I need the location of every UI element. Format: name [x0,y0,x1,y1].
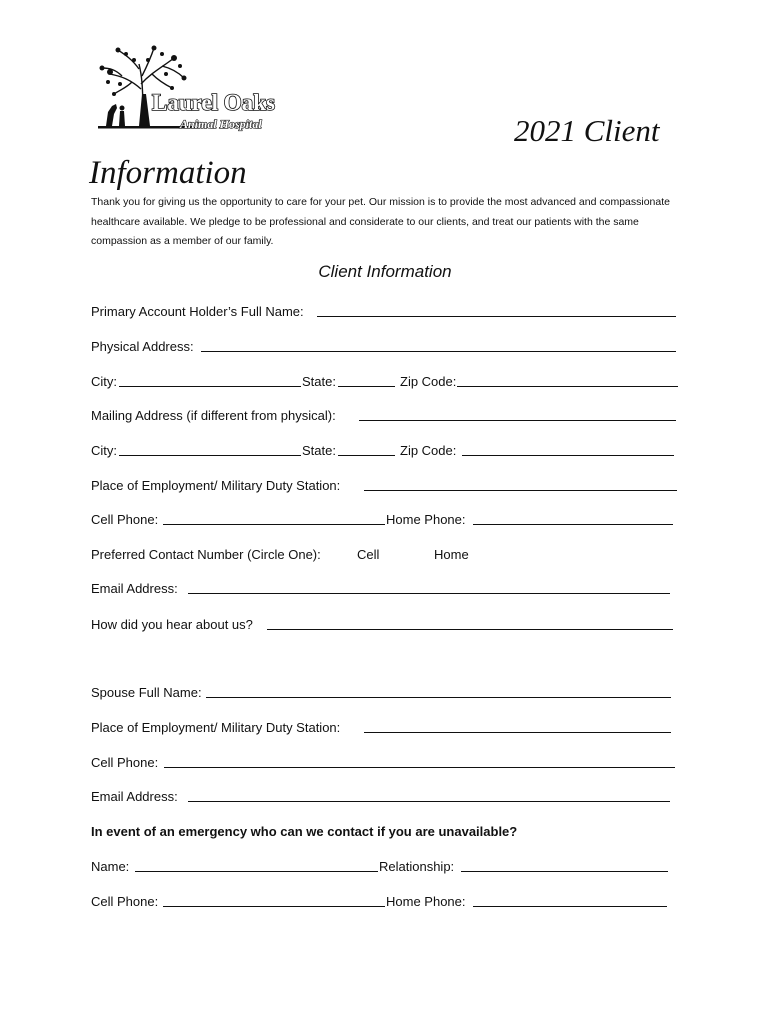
how-heard-field[interactable] [267,629,673,630]
home-phone-field[interactable] [473,524,673,525]
logo-subtitle: Animal Hospital [180,117,262,131]
city-label: City: [91,374,117,389]
mailing-address-field[interactable] [359,420,676,421]
city-state-zip-row [91,372,691,392]
mailing-zip-label: Zip Code: [400,443,457,458]
emergency-question: In event of an emergency who can we contact if you are unavailable? [91,824,518,839]
relationship-label: Relationship: [379,859,455,874]
option-cell[interactable]: Cell [357,547,380,562]
mailing-city-field[interactable] [119,455,301,456]
primary-name-label: Primary Account Holder’s Full Name: [91,304,304,319]
mailing-address-row [91,406,691,426]
spouse-email-label: Email Address: [91,789,178,804]
emergency-home-label: Home Phone: [386,894,466,909]
how-heard-row [91,615,691,635]
emergency-cell-field[interactable] [163,906,385,907]
email-label: Email Address: [91,581,178,596]
email-field[interactable] [188,593,670,594]
state-label: State: [302,374,336,389]
laurel-oaks-logo [92,44,300,136]
spouse-name-label: Spouse Full Name: [91,685,202,700]
employment-field[interactable] [364,490,677,491]
email-row [91,579,691,599]
mailing-city-state-zip-row [91,441,691,461]
mailing-state-field[interactable] [338,455,395,456]
state-field[interactable] [338,386,395,387]
mailing-city-label: City: [91,443,117,458]
spouse-employment-field[interactable] [364,732,671,733]
mailing-address-label: Mailing Address (if different from physical): [91,408,336,423]
title-information: Information [89,155,247,191]
emergency-name-field[interactable] [135,871,378,872]
physical-address-label: Physical Address: [91,339,194,354]
option-home[interactable]: Home [434,547,469,562]
spouse-cell-field[interactable] [164,767,675,768]
cell-phone-label: Cell Phone: [91,512,159,527]
emergency-phones-row [91,892,691,912]
spouse-name-field[interactable] [206,697,671,698]
home-phone-label: Home Phone: [386,512,466,527]
employment-label: Place of Employment/ Military Duty Station: [91,478,341,493]
spouse-email-field[interactable] [188,801,670,802]
zip-field[interactable] [457,386,678,387]
mailing-state-label: State: [302,443,336,458]
emergency-cell-label: Cell Phone: [91,894,159,909]
section-heading: Client Information [318,262,452,281]
how-heard-label: How did you hear about us? [91,617,253,632]
spouse-cell-row [91,753,691,773]
emergency-name-label: Name: [91,859,130,874]
zip-label: Zip Code: [400,374,457,389]
spouse-name-row [91,683,691,703]
spouse-email-row [91,787,691,807]
cell-phone-field[interactable] [163,524,385,525]
preferred-contact-label: Preferred Contact Number (Circle One): [91,547,321,562]
phones-row [91,510,691,530]
physical-address-field[interactable] [201,351,676,352]
relationship-field[interactable] [461,871,668,872]
spouse-cell-label: Cell Phone: [91,755,159,770]
spouse-employment-row [91,718,691,738]
title-year-client: 2021 Client [514,113,660,148]
emergency-home-field[interactable] [473,906,667,907]
spouse-employment-label: Place of Employment/ Military Duty Station: [91,720,341,735]
primary-name-field[interactable] [317,316,676,317]
preferred-contact-row [91,545,691,565]
primary-name-row [91,302,691,322]
physical-address-row [91,337,691,357]
mailing-zip-field[interactable] [462,455,674,456]
logo-name: Laurel Oaks [152,90,275,115]
emergency-name-row [91,857,691,877]
city-field[interactable] [119,386,301,387]
employment-row [91,476,691,496]
intro-paragraph: Thank you for giving us the opportunity to care for your pet. Our mission is to provide the most advanced and compassionate healthcare available. We pledge to be professional and considerate to our clients, and treat our patients with the same compassion as a member of our family. [91,196,670,247]
